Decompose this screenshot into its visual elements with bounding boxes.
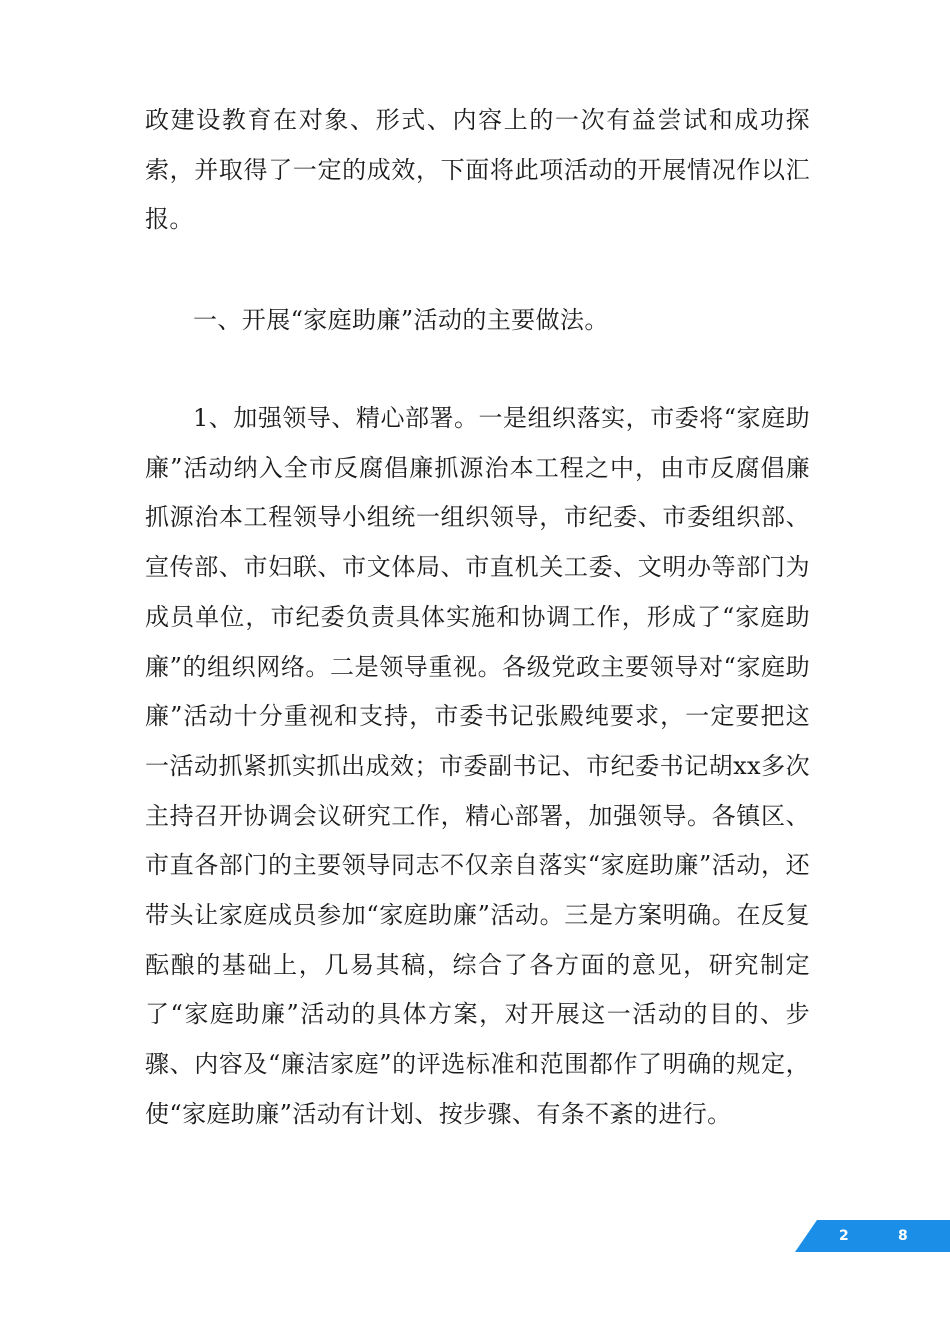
page-number-badge bbox=[795, 1220, 950, 1252]
page-number-total: 8 bbox=[898, 1228, 908, 1244]
section-heading-main-practices: 一、开展“家庭助廉”活动的主要做法。 bbox=[193, 306, 609, 334]
paragraph-intro-continuation: 政建设教育在对象、形式、内容上的一次有益尝试和成功探索，并取得了一定的成效，下面将此项活动的开展情况作以汇报。 bbox=[145, 106, 810, 234]
paragraph-leadership-deployment: 1、加强领导、精心部署。一是组织落实，市委将“家庭助廉”活动纳入全市反腐倡廉抓源治本工程之中，由市反腐倡廉抓源治本工程领导小组统一组织领导，市纪委、市委组织部、宣传部、市妇联、市文体局、市直机关工委、文明办等部门为成员单位，市纪委负责具体实施和协调工作，形成了“家庭助廉”的组织网络。二是领导重视。各级党政主要领导对“家庭助廉”活动十分重视和支持，市委书记张殿纯要求，一定要把这一活动抓紧抓实抓出成效；市委副书记、市纪委书记胡xx多次主持召开协调会议研究工作，精心部署，加强领导。各镇区、市直各部门的主要领导同志不仅亲自落实“家庭助廉”活动，还带头让家庭成员参加“家庭助廉”活动。三是方案明确。在反复酝酿的基础上，几易其稿，综合了各方面的意见，研究制定了“家庭助廉”活动的具体方案，对开展这一活动的目的、步骤、内容及“廉洁家庭”的评选标准和范围都作了明确的规定，使“家庭助廉”活动有计划、按步骤、有条不紊的进行。 bbox=[145, 404, 810, 1128]
page-number-current: 2 bbox=[839, 1228, 849, 1244]
